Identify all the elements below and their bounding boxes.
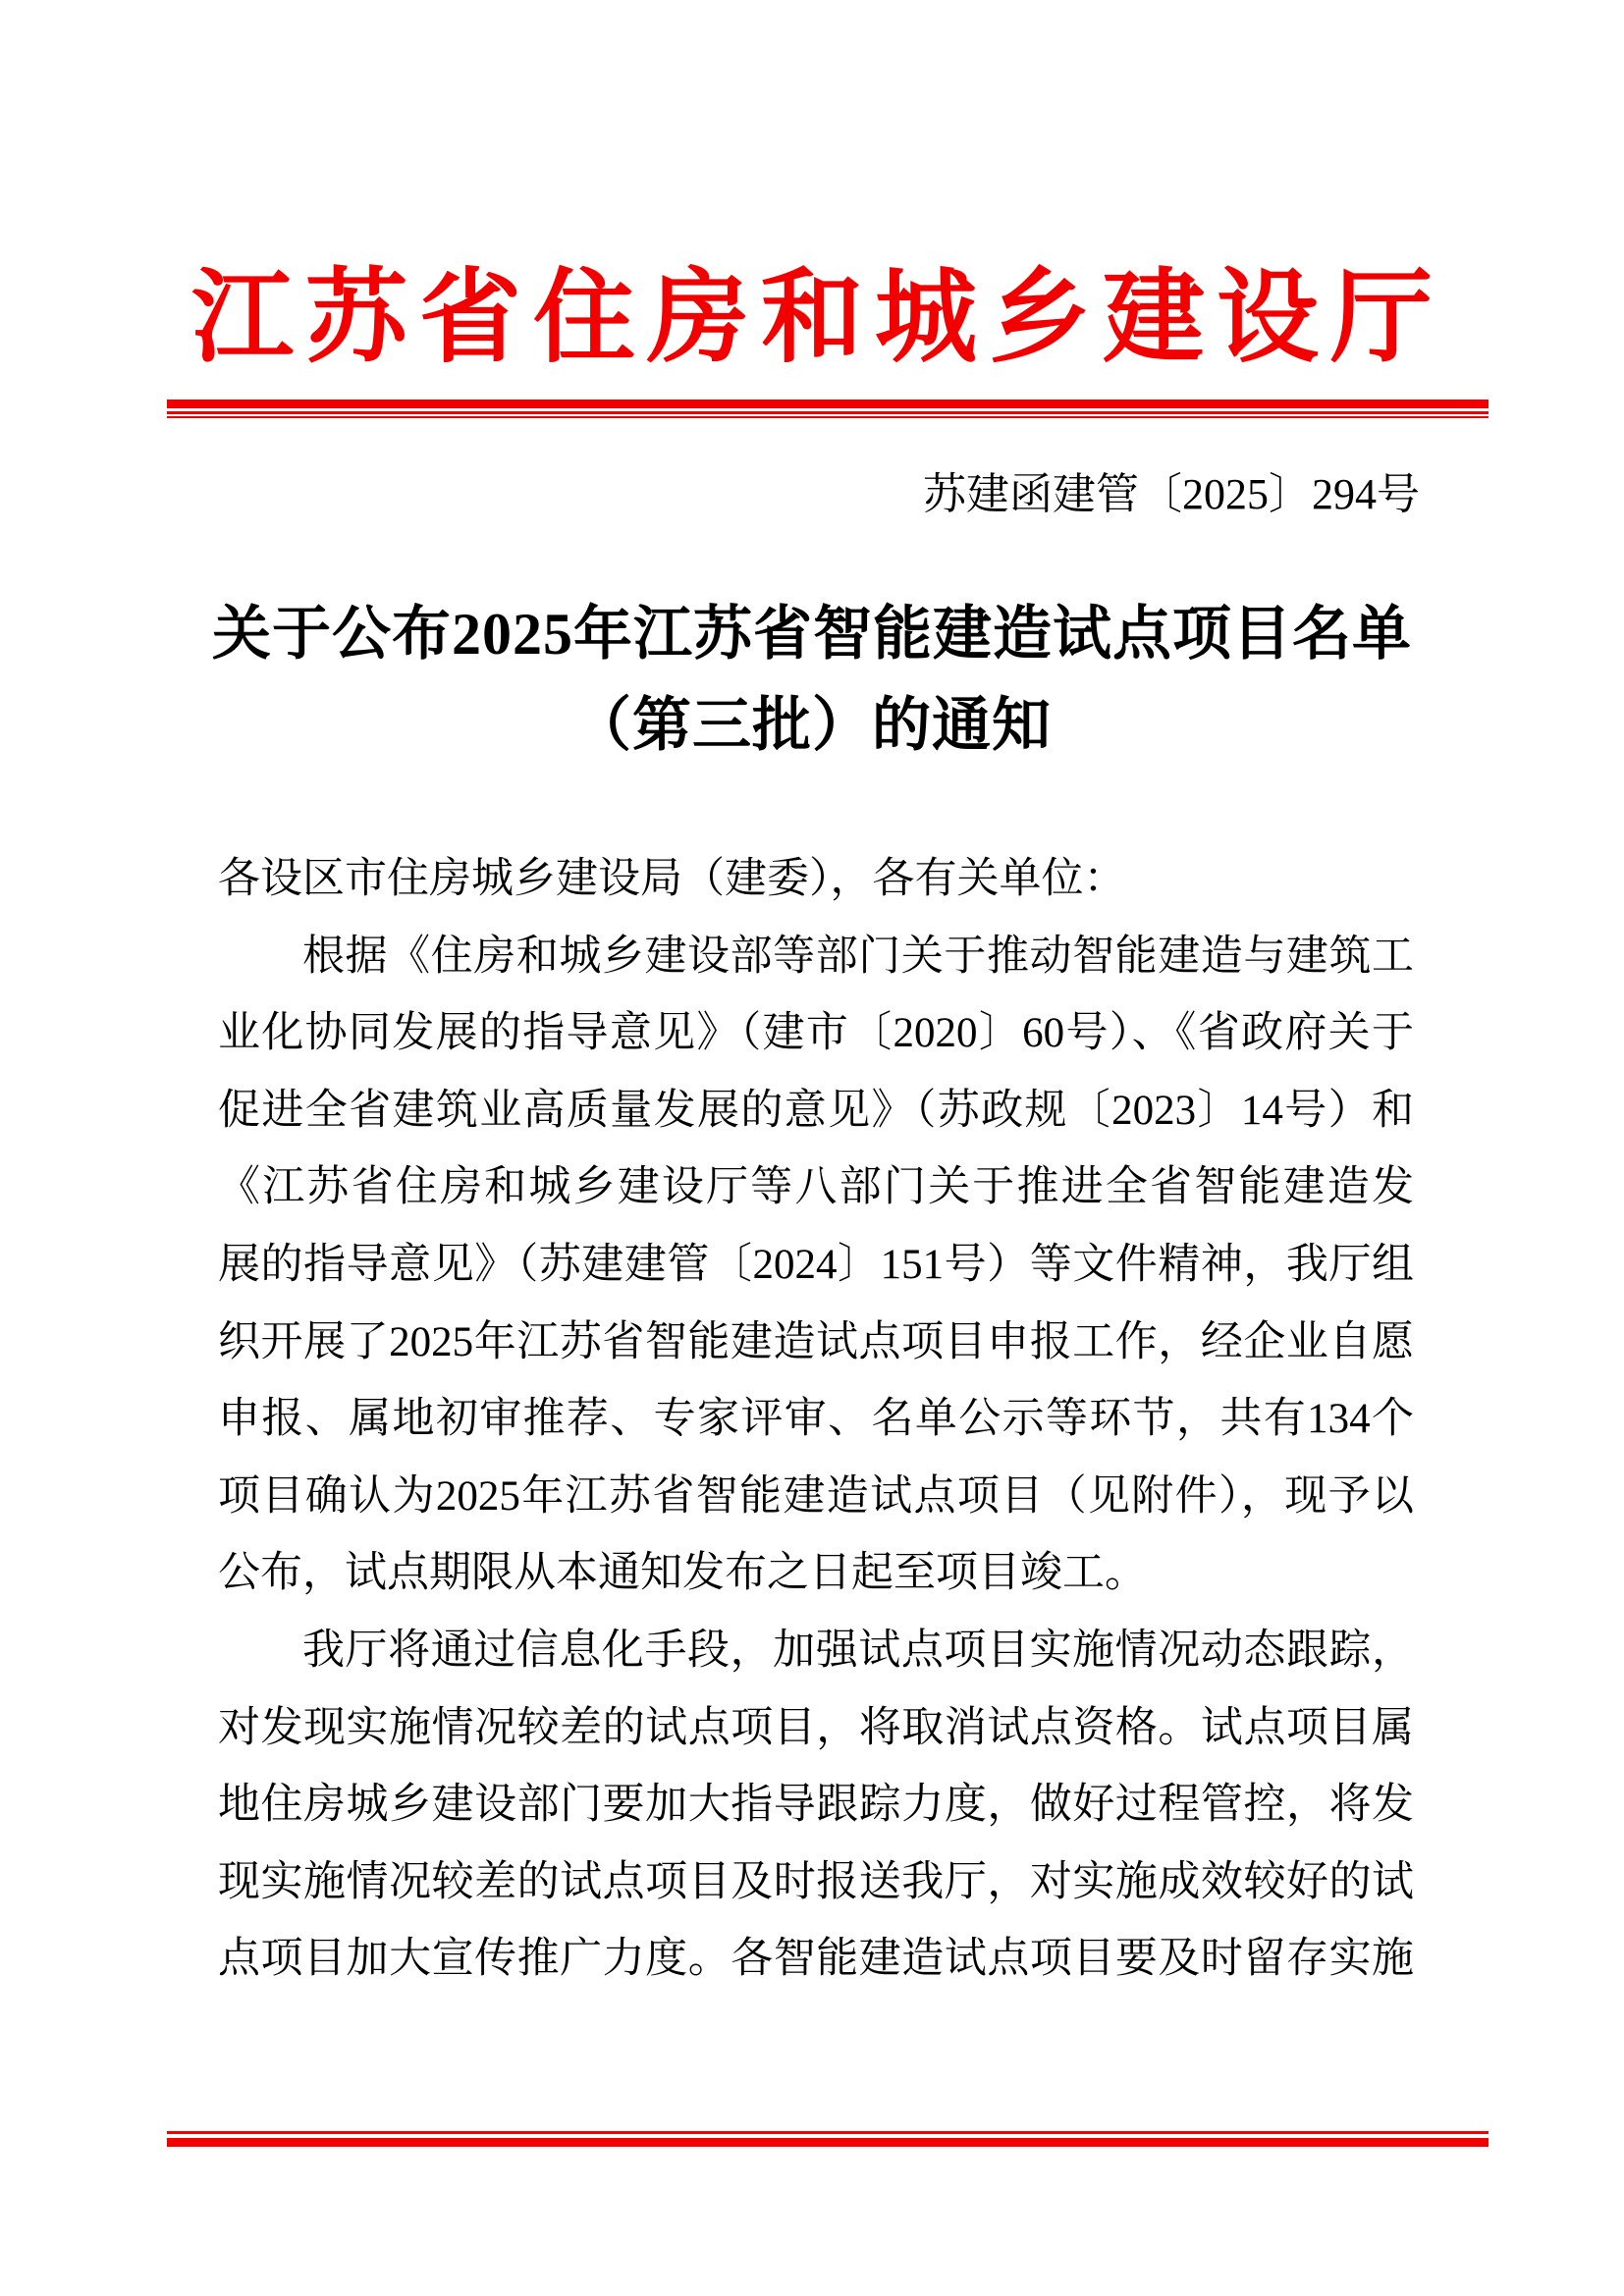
notice-body	[218, 841, 1414, 1999]
red-separator-top-hairline	[167, 416, 1489, 418]
body-line: 业化协同发展的指导意见》（建市〔2020〕60号）、《省政府关于	[218, 1010, 1414, 1057]
body-line: 地住房城乡建设部门要加大指导跟踪力度，做好过程管控，将发	[218, 1782, 1414, 1829]
red-separator-bottom	[167, 2131, 1489, 2147]
red-separator-top	[167, 400, 1489, 418]
agency-name: 江苏省住房和城乡建设厅	[190, 262, 1444, 375]
body-line: 公布，试点期限从本通知发布之日起至项目竣工。	[218, 1550, 1147, 1597]
body-line: 现实施情况较差的试点项目及时报送我厅，对实施成效较好的试	[218, 1858, 1414, 1905]
body-line-salutation: 各设区市住房城乡建设局（建委），各有关单位：	[218, 856, 1126, 902]
body-line: 根据《住房和城乡建设部等部门关于推动智能建造与建筑工	[302, 933, 1414, 980]
body-line: 展的指导意见》（苏建建管〔2024〕151号）等文件精神，我厅组	[218, 1241, 1414, 1288]
notice-title	[0, 589, 1624, 772]
document-number: 苏建函建管〔2025〕294号	[923, 470, 1420, 518]
body-line: 《江苏省住房和城乡建设厅等八部门关于推进全省智能建造发	[218, 1164, 1414, 1211]
body-line: 织开展了2025年江苏省智能建造试点项目申报工作，经企业自愿	[218, 1318, 1414, 1365]
body-line: 我厅将通过信息化手段，加强试点项目实施情况动态跟踪，	[302, 1627, 1414, 1674]
red-separator-bottom-thick-bar	[167, 2138, 1489, 2147]
body-line: 点项目加大宣传推广力度。各智能建造试点项目要及时留存实施	[218, 1936, 1414, 1983]
notice-title-line1: 关于公布2025年江苏省智能建造试点项目名单	[212, 602, 1412, 667]
body-line: 项目确认为2025年江苏省智能建造试点项目（见附件），现予以	[218, 1472, 1414, 1520]
body-line: 促进全省建筑业高质量发展的意见》（苏政规〔2023〕14号）和	[218, 1087, 1414, 1134]
body-line: 申报、属地初审推荐、专家评审、名单公示等环节，共有134个	[218, 1396, 1414, 1443]
body-line: 对发现实施情况较差的试点项目，将取消试点资格。试点项目属	[218, 1704, 1414, 1751]
red-separator-top-thick-bar	[167, 400, 1489, 408]
notice-title-line2: （第三批）的通知	[572, 693, 1052, 758]
